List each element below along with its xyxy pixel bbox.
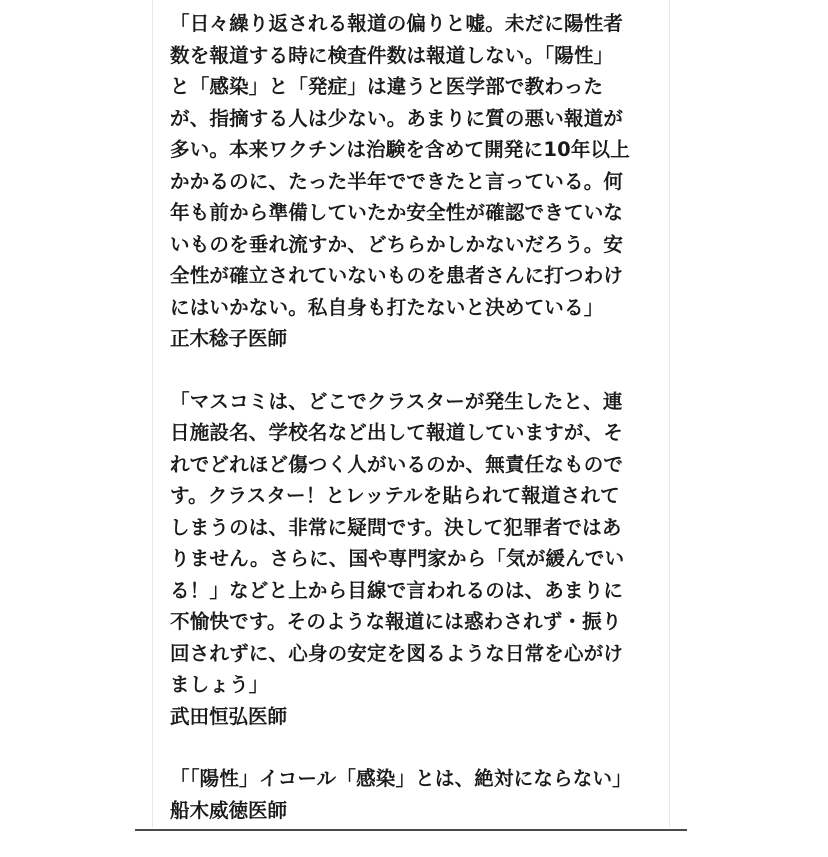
quote-text: 「日々繰り返される報道の偏りと嘘。未だに陽性者 数を報道する時に検査件数は報道しない。「陽性」 と「感染」と「発症」は違うと医学部で教わった が、指摘する人は少ない。あまりに質の悪い報道が 多い。本来ワクチンは治験を含めて開発に10年以上 かかるのに、たった半年でできたと言っている。何 年も前から準備していたか安全性が確認できていな いものを垂れ流すか、どちらかしかないだろう。安 全性が確立されていないものを患者さんに打つわけ にはいかない。私自身も打たないと決めている」	[170, 12, 630, 319]
quote-author: 正木稔子医師	[170, 327, 288, 350]
quote-block-3	[170, 763, 660, 826]
quote-block-2	[170, 386, 660, 733]
quote-author: 武田恒弘医師	[170, 704, 288, 728]
quote-block-1	[170, 8, 660, 355]
quote-author: 船木威徳医師	[170, 798, 288, 822]
quote-text: 「マスコミは、どこでクラスターが発生したと、連 日施設名、学校名など出して報道していますが、そ れでどれほど傷つく人がいるのか、無責任なもので す。クラスター！とレッテルを貼られて報道されて しまうのは、非常に疑問です。決して犯罪者ではあ りません。さらに、国や専門家から「気が緩んでい る！」などと上から目線で言われるのは、あまりに 不愉快です。そのような報道には惑わされず・振り 回されずに、心身の安定を図るような日常を心がけ ましょう」	[170, 389, 625, 696]
bottom-divider	[135, 829, 687, 831]
article-content	[170, 8, 660, 857]
quote-text: 「「陽性」イコール「感染」とは、絶対にならない」	[170, 767, 632, 790]
